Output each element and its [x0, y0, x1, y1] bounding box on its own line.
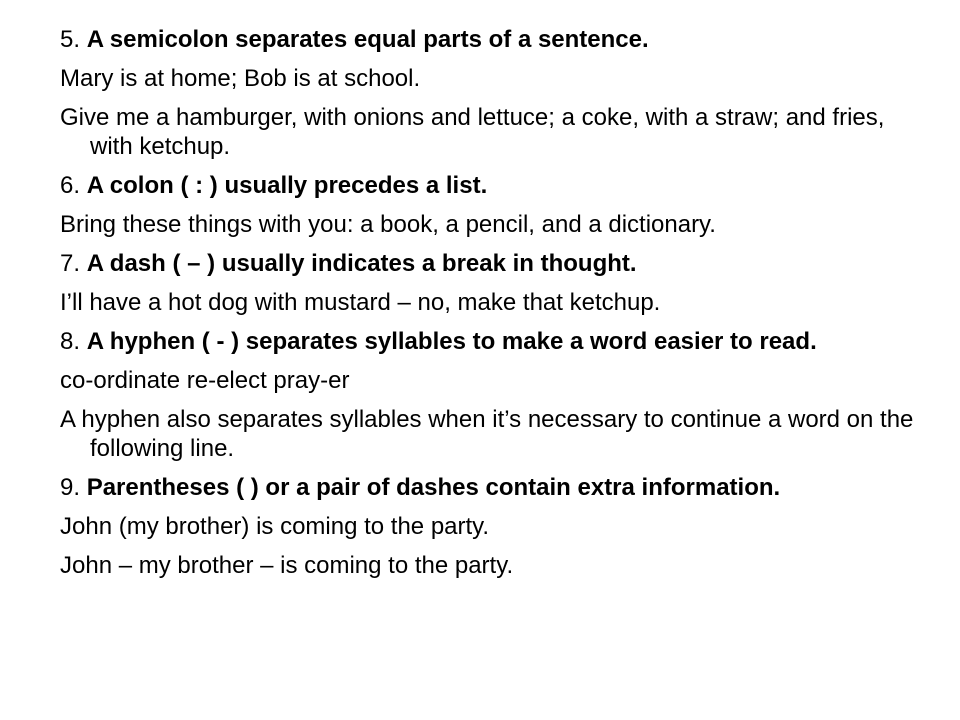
example-text: Mary is at home; Bob is at school. [60, 65, 421, 92]
rule-title: A dash ( – ) usually indicates a break in thought. [86, 250, 637, 277]
rule-7-heading [60, 249, 920, 278]
rule-title: A hyphen ( - ) separates syllables to make a word easier to read. [86, 328, 817, 355]
example-text: Bring these things with you: a book, a pencil, and a dictionary. [60, 211, 716, 238]
rule-number: 5. [60, 26, 87, 53]
example-text: John – my brother – is coming to the party. [60, 552, 514, 579]
rule-number: 9. [60, 474, 87, 501]
rule-number: 7. [60, 250, 87, 277]
rule-8-heading [60, 327, 920, 356]
example-text: A hyphen also separates syllables when it’s necessary to continue a word on the following line. [60, 406, 914, 462]
rule-5-heading [60, 25, 920, 54]
example-text: co-ordinate re-elect pray-er [60, 367, 350, 394]
example-text: Give me a hamburger, with onions and lettuce; a coke, with a straw; and fries, with ketchup. [60, 104, 885, 160]
example-text: I’ll have a hot dog with mustard – no, make that ketchup. [60, 289, 661, 316]
rule-title: A colon ( : ) usually precedes a list. [86, 172, 488, 199]
rule-6-heading [60, 171, 920, 200]
rule-title: Parentheses ( ) or a pair of dashes contain extra information. [86, 474, 781, 501]
rule-number: 8. [60, 328, 87, 355]
rule-number: 6. [60, 172, 87, 199]
example-text: John (my brother) is coming to the party. [60, 513, 490, 540]
slide-body [60, 25, 920, 590]
rule-9-heading [60, 473, 920, 502]
rule-title: A semicolon separates equal parts of a sentence. [86, 26, 649, 53]
